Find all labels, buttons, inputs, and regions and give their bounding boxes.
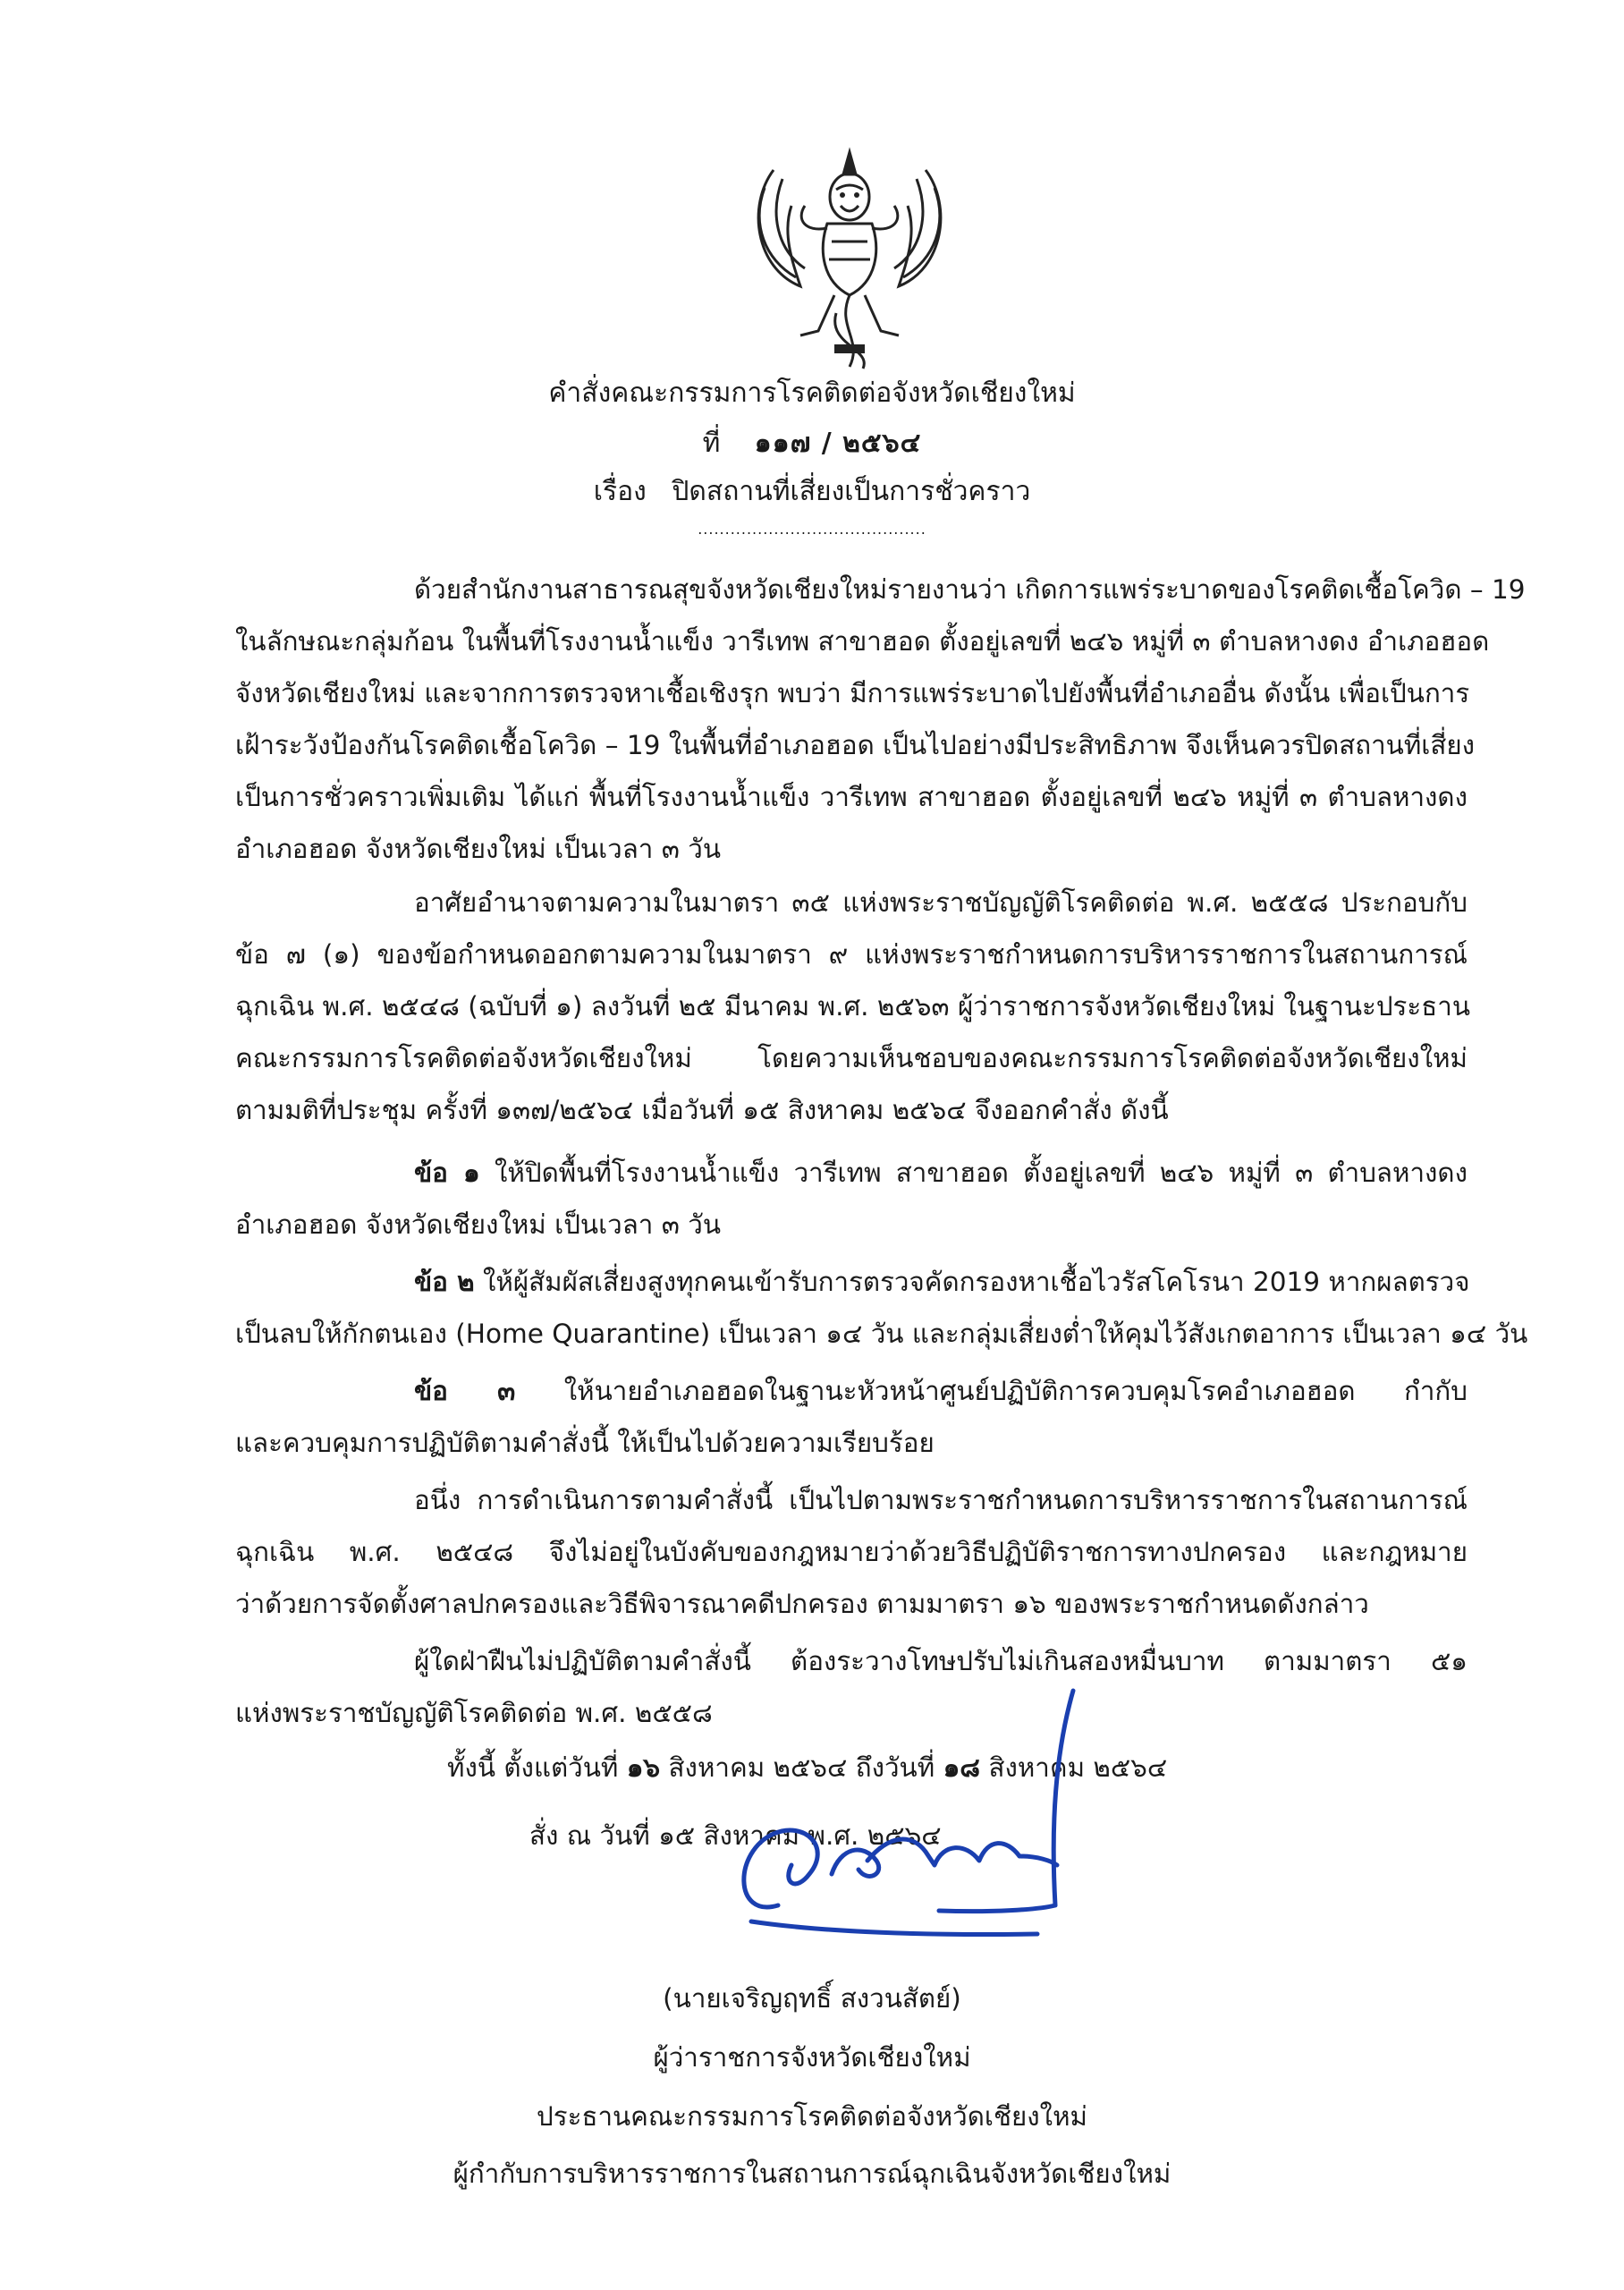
paragraph-line: อำเภอฮอด จังหวัดเชียงใหม่ เป็นเวลา ๓ วัน	[235, 834, 722, 864]
paragraph-line	[235, 1256, 1468, 1308]
paragraph-line: ในลักษณะกลุ่มก้อน ในพื้นที่โรงงานน้ำแข็ง วารีเทพ สาขาฮอด ตั้งอยู่เลขที่ ๒๔๖ หมู่ที่ ๓ ตำบลหางดง อำเภอฮอด	[235, 626, 1490, 657]
signer-name: (นายเจริญฤทธิ์ สงวนสัตย์)	[663, 1983, 961, 2014]
order-number-line	[0, 426, 1624, 462]
order-number-label: ที่	[702, 428, 721, 459]
paragraph-line: และควบคุมการปฏิบัติตามคำสั่งนี้ ให้เป็นไปด้วยความเรียบร้อย	[235, 1428, 935, 1458]
item-text: ให้ผู้สัมผัสเสี่ยงสูงทุกคนเข้ารับการตรวจคัดกรองหาเชื้อไวรัสโคโรนา 2019 หากผลตรวจ	[483, 1267, 1470, 1297]
item-label: ข้อ ๓	[414, 1376, 516, 1406]
paragraph-line: คณะกรรมการโรคติดต่อจังหวัดเชียงใหม่ โดยความเห็นชอบของคณะกรรมการโรคติดต่อจังหวัดเชียงใหม่	[235, 1043, 1468, 1073]
ordered-date: สั่ง ณ วันที่ ๑๕ สิงหาคม พ.ศ. ๒๕๖๔	[529, 1820, 942, 1851]
garuda-emblem-icon	[729, 134, 970, 376]
effective-start-month-year: สิงหาคม ๒๕๖๔ ถึงวันที่	[668, 1752, 935, 1783]
paragraph-line: เป็นการชั่วคราวเพิ่มเติม ได้แก่ พื้นที่โรงงานน้ำแข็ง วารีเทพ สาขาฮอด ตั้งอยู่เลขที่ ๒๔๖ หมู่ที่ ๓ ตำบลหางดง	[235, 782, 1468, 812]
order-item-3	[235, 1365, 1468, 1469]
paragraph-line	[235, 1147, 1468, 1199]
paragraph-line: จังหวัดเชียงใหม่ และจากการตรวจหาเชื้อเชิงรุก พบว่า มีการแพร่ระบาดไปยังพื้นที่อำเภออื่น ดังนั้น เพื่อเป็นการ	[235, 678, 1470, 708]
paragraph-line: เป็นลบให้กักตนเอง (Home Quarantine) เป็นเวลา ๑๔ วัน และกลุ่มเสี่ยงต่ำให้คุมไว้สังเกตอาการ เป็นเวลา ๑๔ วัน	[235, 1319, 1528, 1349]
paragraph-line: อาศัยอำนาจตามความในมาตรา ๓๕ แห่งพระราชบัญญัติโรคติดต่อ พ.ศ. ๒๕๕๘ ประกอบกับ	[414, 887, 1468, 918]
subject-label: เรื่อง	[593, 476, 647, 507]
signature-image	[698, 1682, 1109, 1977]
effective-prefix: ทั้งนี้ ตั้งแต่วันที่	[447, 1752, 619, 1783]
signer-position-governor: ผู้ว่าราชการจังหวัดเชียงใหม่	[653, 2042, 971, 2073]
paragraph-line: ว่าด้วยการจัดตั้งศาลปกครองและวิธีพิจารณาคดีปกครอง ตามมาตรา ๑๖ ของพระราชกำหนดดังกล่าว	[235, 1589, 1369, 1619]
signer-position-chair: ประธานคณะกรรมการโรคติดต่อจังหวัดเชียงใหม่	[537, 2101, 1087, 2132]
paragraph-line: แห่งพระราชบัญญัติโรคติดต่อ พ.ศ. ๒๕๕๘	[235, 1698, 713, 1728]
order-number-value: ๑๑๗ / ๒๕๖๔	[754, 428, 922, 459]
order-subject-line	[0, 474, 1624, 510]
paragraph-report	[235, 564, 1526, 875]
effective-start-day: ๑๖	[626, 1752, 661, 1783]
order-item-2	[235, 1256, 1528, 1360]
item-label: ข้อ ๒	[414, 1267, 475, 1297]
paragraph-line: เฝ้าระวังป้องกันโรคติดเชื้อโควิด – 19 ในพื้นที่อำเภอฮอด เป็นไปอย่างมีประสิทธิภาพ จึงเห็นควรปิดสถานที่เสี่ยง	[235, 730, 1476, 760]
item-label: ข้อ ๑	[414, 1158, 480, 1188]
item-text: ให้ปิดพื้นที่โรงงานน้ำแข็ง วารีเทพ สาขาฮอด ตั้งอยู่เลขที่ ๒๔๖ หมู่ที่ ๓ ตำบลหางดง	[495, 1158, 1468, 1188]
paragraph-line: ฉุกเฉิน พ.ศ. ๒๕๔๘ (ฉบับที่ ๑) ลงวันที่ ๒๕ มีนาคม พ.ศ. ๒๕๖๓ ผู้ว่าราชการจังหวัดเชียงใหม่ ในฐานะประธาน	[235, 991, 1470, 1022]
item-text: ให้นายอำเภอฮอดในฐานะหัวหน้าศูนย์ปฏิบัติการควบคุมโรคอำเภอฮอด กำกับ	[563, 1376, 1468, 1406]
paragraph-line: ตามมติที่ประชุม ครั้งที่ ๑๓๗/๒๕๖๔ เมื่อวันที่ ๑๕ สิงหาคม ๒๕๖๔ จึงออกคำสั่ง ดังนี้	[235, 1095, 1169, 1125]
signer-position-director: ผู้กำกับการบริหารราชการในสถานการณ์ฉุกเฉินจังหวัดเชียงใหม่	[453, 2159, 1171, 2189]
paragraph-line: ข้อ ๗ (๑) ของข้อกำหนดออกตามความในมาตรา ๙ แห่งพระราชกำหนดการบริหารราชการในสถานการณ์	[235, 939, 1468, 970]
header-separator: ..........................................	[698, 521, 926, 538]
paragraph-line: ฉุกเฉิน พ.ศ. ๒๕๔๘ จึงไม่อยู่ในบังคับของกฎหมายว่าด้วยวิธีปฏิบัติราชการทางปกครอง และกฎหมาย	[235, 1537, 1468, 1567]
order-item-1	[235, 1147, 1468, 1251]
subject-text: ปิดสถานที่เสี่ยงเป็นการชั่วคราว	[672, 476, 1031, 507]
paragraph-line: ด้วยสำนักงานสาธารณสุขจังหวัดเชียงใหม่รายงานว่า เกิดการแพร่ระบาดของโรคติดเชื้อโควิด – 19	[414, 574, 1526, 605]
paragraph-line: ผู้ใดฝ่าฝืนไม่ปฏิบัติตามคำสั่งนี้ ต้องระวางโทษปรับไม่เกินสองหมื่นบาท ตามมาตรา ๕๑	[414, 1646, 1468, 1676]
paragraph-line: อำเภอฮอด จังหวัดเชียงใหม่ เป็นเวลา ๓ วัน	[235, 1209, 722, 1240]
paragraph-line	[235, 1365, 1468, 1417]
order-title: คำสั่งคณะกรรมการโรคติดต่อจังหวัดเชียงใหม่	[548, 377, 1076, 409]
paragraph-authority	[235, 877, 1468, 1136]
effective-end-month-year: สิงหาคม ๒๕๖๔	[988, 1752, 1168, 1783]
paragraph-line: อนึ่ง การดำเนินการตามคำสั่งนี้ เป็นไปตามพระราชกำหนดการบริหารราชการในสถานการณ์	[414, 1485, 1468, 1515]
paragraph-legal-note	[235, 1474, 1468, 1630]
effective-end-day: ๑๘	[943, 1752, 981, 1783]
